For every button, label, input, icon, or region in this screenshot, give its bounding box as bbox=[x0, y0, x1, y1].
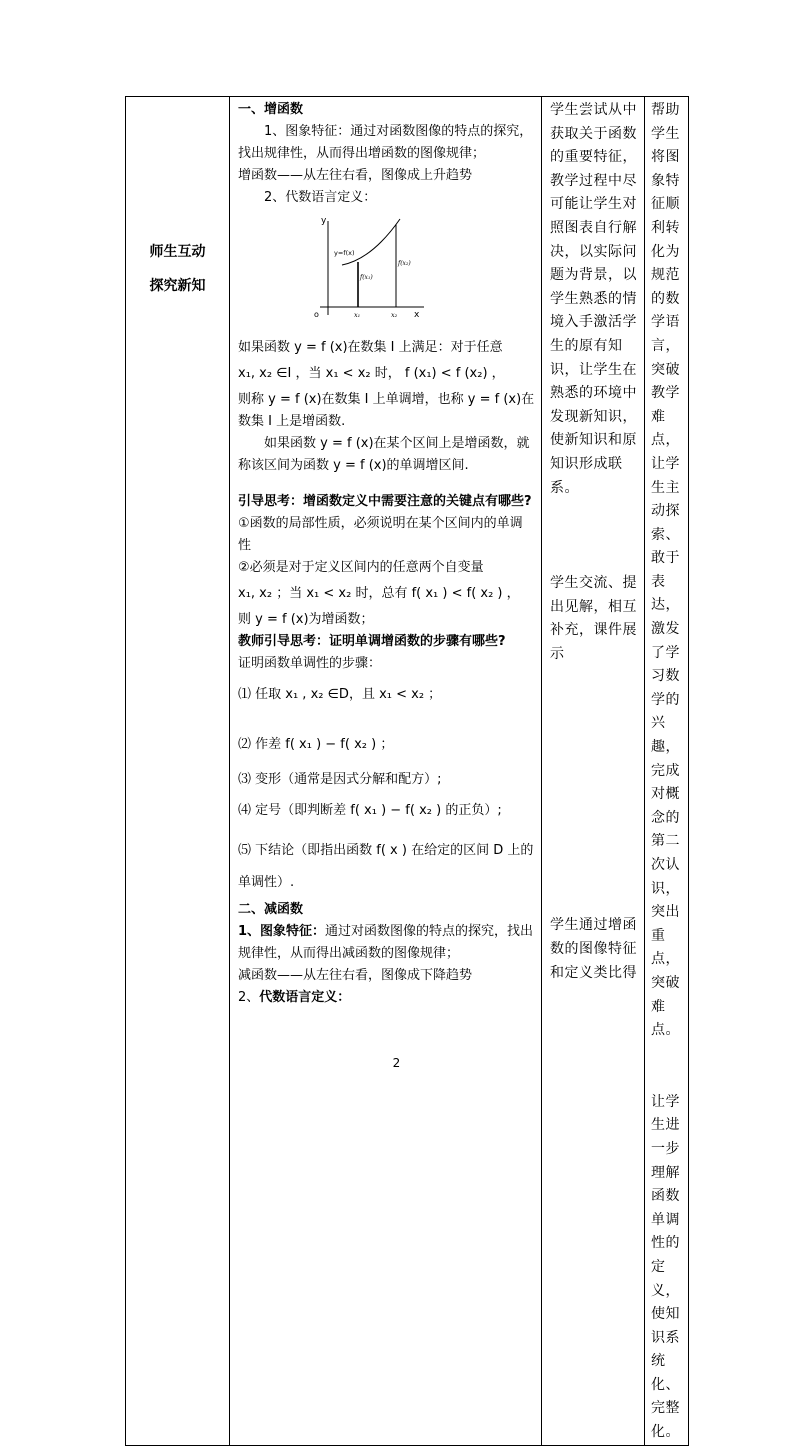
graph-feature-para: 1、图象特征：通过对函数图像的特点的探究，找出规律性，从而得出增函数的图像规律； bbox=[238, 124, 533, 161]
key-point-1: ①函数的局部性质，必须说明在某个区间内的单调性 bbox=[238, 516, 523, 553]
decreasing-trend-para: 减函数——从左往右看，图像成下降趋势 bbox=[238, 968, 473, 983]
student-activity-3: 学生通过增函数的图像特征和定义类比得 bbox=[550, 917, 637, 981]
definition-line1: 如果函数 y = f (x)在数集 I 上满足：对于任意 bbox=[238, 340, 503, 355]
section-label-cell bbox=[126, 97, 230, 1446]
graph-fx2-label: f(x₂) bbox=[398, 260, 411, 267]
graph-origin-label: o bbox=[314, 310, 319, 319]
decreasing-def-heading bbox=[238, 987, 535, 1009]
increasing-trend-para: 增函数——从左往右看，图像成上升趋势 bbox=[238, 168, 473, 183]
student-activity-cell bbox=[542, 97, 645, 1446]
graph-fx1-label: f(x₁) bbox=[360, 274, 373, 281]
graph-y-label: y bbox=[321, 216, 327, 226]
algebraic-def-heading: 2、代数语言定义： bbox=[264, 190, 377, 205]
decreasing-feature-text: 通过对函数图像的特点的探究，找出规律性，从而得出减函数的图像规律； bbox=[238, 924, 534, 961]
step-4: ⑷ 定号（即判断差 f( x₁ ) − f( x₂ ) 的正负）; bbox=[238, 803, 502, 818]
heading-decreasing: 二、减函数 bbox=[238, 902, 304, 917]
increasing-function-graph bbox=[302, 213, 432, 325]
guide-question-1: 引导思考：增函数定义中需要注意的关键点有哪些? bbox=[238, 494, 532, 509]
definition-line2: x₁, x₂ ∈I ，当 x₁ < x₂ 时， f (x₁) < f (x₂) ， bbox=[238, 366, 505, 381]
step-1: ⑴ 任取 x₁ , x₂ ∈D，且 x₁ < x₂ ； bbox=[238, 687, 442, 702]
key-point-3: x₁, x₂ ；当 x₁ < x₂ 时，总有 f( x₁ ) < f( x₂ ) ， bbox=[238, 586, 520, 601]
heading-increasing: 一、增函数 bbox=[238, 102, 304, 117]
main-content-cell bbox=[230, 97, 542, 1446]
definition-line3: 则称 y = f (x)在数集 I 上单调增，也称 y = f (x)在数集 I 上是增函数. bbox=[238, 392, 535, 429]
student-activity-1: 学生尝试从中获取关于函数的重要特征，教学过程中尽可能让学生对照图表自行解决，以实际问题为背景，以学生熟悉的情境入手激活学生的原有知识，让学生在熟悉的环境中发现新知识，使新知识和原知识形成联系。 bbox=[550, 102, 637, 496]
decreasing-def-number: 2、 bbox=[238, 990, 260, 1005]
step-3: ⑶ 变形（通常是因式分解和配方）; bbox=[238, 772, 442, 787]
key-point-2: ②必须是对于定义区间内的任意两个自变量 bbox=[238, 560, 484, 575]
decreasing-def-label: 代数语言定义： bbox=[259, 990, 351, 1005]
guide-question-2: 教师引导思考：证明单调增函数的步骤有哪些? bbox=[238, 634, 506, 649]
graph-x-label: x bbox=[414, 310, 420, 320]
decreasing-feature-label: 1、图象特征： bbox=[238, 924, 326, 939]
decreasing-graph-feature-para bbox=[238, 921, 535, 965]
graph-curve-label: y=f(x) bbox=[334, 249, 355, 257]
lesson-plan-table bbox=[125, 96, 689, 1446]
section-label-line2: 探究新知 bbox=[149, 278, 206, 294]
student-activity-2: 学生交流、提出见解，相互补充，课件展示 bbox=[550, 575, 637, 662]
definition-line4: 如果函数 y = f (x)在某个区间上是增函数，就称该区间为函数 y = f (x)的单调增区间. bbox=[238, 436, 530, 473]
graph-x2-label: x₂ bbox=[391, 311, 398, 319]
page-number: 2 bbox=[392, 1056, 401, 1070]
design-intent-cell bbox=[645, 97, 689, 1446]
key-point-4: 则 y = f (x)为增函数； bbox=[238, 612, 374, 627]
design-intent-2: 让学生进一步理解函数单调性的定义，使知识系统化、完整化。 bbox=[651, 1093, 680, 1441]
graph-x1-label: x₁ bbox=[354, 311, 361, 319]
step-5: ⑸ 下结论（即指出函数 f( x ) 在给定的区间 D 上的单调性）. bbox=[238, 843, 534, 890]
design-intent-1: 帮助学生将图象特征顺利转化为规范的数学语言，突破教学难点，让学生主动探索、敢于表达，激发了学习数学的兴趣，完成对概念的第二次认识，突出重点，突破难点。 bbox=[651, 102, 680, 1039]
steps-intro: 证明函数单调性的步骤： bbox=[238, 656, 382, 671]
step-2: ⑵ 作差 f( x₁ ) − f( x₂ ) ； bbox=[238, 737, 394, 752]
section-label-line1: 师生互动 bbox=[149, 244, 206, 260]
